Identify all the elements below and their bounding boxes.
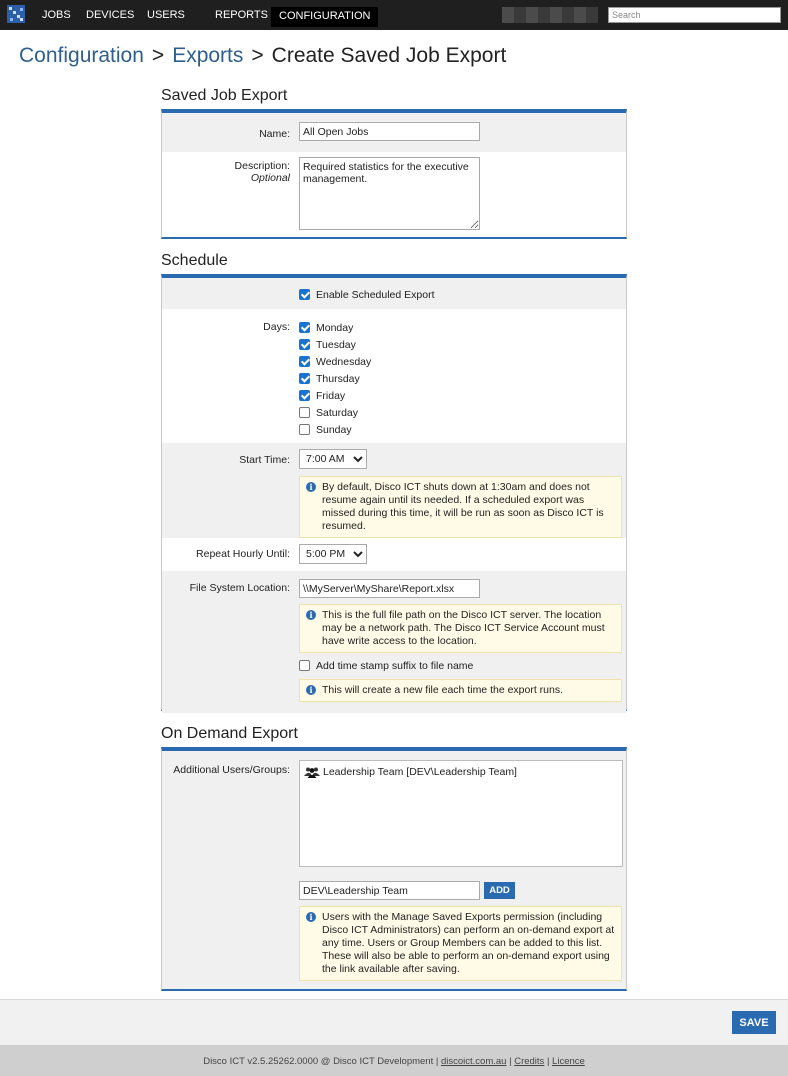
enable-scheduled-export-checkbox[interactable] bbox=[299, 286, 435, 303]
timestamp-info-box bbox=[299, 679, 622, 702]
file-location-row bbox=[162, 571, 626, 713]
page-footer bbox=[0, 1045, 788, 1076]
on-demand-info-text: Users with the Manage Saved Exports permission (including Disco ICT Administrators) can perform an on-demand export at any time. Users or Group Members can be added to this list. These will also be able to perform an on-demand export using the link available after saving. bbox=[322, 911, 615, 975]
description-textarea[interactable] bbox=[299, 157, 480, 230]
repeat-label: Repeat Hourly Until: bbox=[196, 548, 290, 560]
checkbox-box[interactable] bbox=[299, 289, 310, 300]
days-label: Days: bbox=[263, 321, 290, 333]
users-row bbox=[162, 751, 626, 989]
save-button[interactable]: SAVE bbox=[732, 1011, 776, 1034]
name-row bbox=[162, 113, 626, 152]
repeat-row bbox=[162, 538, 626, 571]
day-label: Friday bbox=[316, 389, 346, 402]
day-label: Monday bbox=[316, 321, 354, 334]
start-time-select[interactable] bbox=[299, 449, 367, 469]
user-avatar-blurred[interactable] bbox=[502, 7, 598, 23]
info-icon: i bbox=[306, 912, 316, 922]
description-label bbox=[235, 160, 290, 184]
description-label-text: Description: bbox=[234, 160, 290, 172]
start-time-row bbox=[162, 443, 626, 538]
checkbox-box[interactable] bbox=[299, 322, 310, 333]
day-thursday-checkbox[interactable] bbox=[299, 370, 371, 387]
on-demand-info-box bbox=[299, 906, 622, 981]
add-user-input[interactable] bbox=[299, 881, 480, 900]
info-icon: i bbox=[306, 482, 316, 492]
saved-job-export-panel bbox=[161, 109, 627, 239]
description-row bbox=[162, 152, 626, 237]
day-monday-checkbox[interactable] bbox=[299, 319, 371, 336]
info-icon: i bbox=[306, 610, 316, 620]
nav-users[interactable]: USERS bbox=[147, 9, 185, 21]
day-tuesday-checkbox[interactable] bbox=[299, 336, 371, 353]
list-item[interactable] bbox=[304, 766, 517, 778]
name-input[interactable] bbox=[299, 122, 480, 141]
add-user-button[interactable]: ADD bbox=[484, 882, 515, 899]
disco-logo-icon[interactable] bbox=[7, 5, 25, 23]
breadcrumb bbox=[19, 44, 506, 68]
days-row bbox=[162, 309, 626, 443]
section-title-saved-job-export: Saved Job Export bbox=[161, 87, 288, 104]
info-icon: i bbox=[306, 685, 316, 695]
checkbox-box[interactable] bbox=[299, 407, 310, 418]
start-time-info-box bbox=[299, 476, 622, 538]
nav-configuration[interactable]: CONFIGURATION bbox=[271, 7, 378, 27]
timestamp-info-text: This will create a new file each time the export runs. bbox=[322, 684, 564, 696]
day-sunday-checkbox[interactable] bbox=[299, 421, 371, 438]
footer-link-website[interactable]: discoict.com.au bbox=[440, 1056, 507, 1067]
day-wednesday-checkbox[interactable] bbox=[299, 353, 371, 370]
day-label: Saturday bbox=[316, 406, 359, 419]
checkbox-box[interactable] bbox=[299, 339, 310, 350]
nav-devices[interactable]: DEVICES bbox=[86, 9, 135, 21]
start-time-label: Start Time: bbox=[239, 454, 290, 466]
user-group-label: Leadership Team [DEV\Leadership Team] bbox=[323, 766, 517, 778]
footer-link-licence[interactable]: Licence bbox=[552, 1056, 585, 1067]
checkbox-box[interactable] bbox=[299, 424, 310, 435]
file-location-info-box bbox=[299, 604, 622, 653]
footer-separator: | bbox=[509, 1056, 512, 1067]
repeat-until-select[interactable] bbox=[299, 544, 367, 564]
timestamp-suffix-checkbox[interactable] bbox=[299, 657, 473, 674]
file-location-info-text: This is the full file path on the Disco ICT server. The location may be a network path. The Disco ICT Service Account must have write access to the location. bbox=[322, 609, 605, 647]
action-bar bbox=[0, 999, 788, 1045]
breadcrumb-separator: > bbox=[251, 44, 264, 67]
file-location-input[interactable] bbox=[299, 579, 480, 598]
checkbox-box[interactable] bbox=[299, 390, 310, 401]
day-label: Thursday bbox=[316, 372, 360, 385]
footer-separator: | bbox=[546, 1056, 550, 1067]
section-title-on-demand-export: On Demand Export bbox=[161, 725, 298, 742]
nav-jobs[interactable]: JOBS bbox=[42, 9, 71, 21]
top-nav-bar bbox=[0, 0, 788, 30]
checkbox-box[interactable] bbox=[299, 356, 310, 367]
additional-users-label: Additional Users/Groups: bbox=[173, 764, 290, 776]
enable-scheduled-export-label: Enable Scheduled Export bbox=[316, 288, 435, 301]
footer-text: Disco ICT v2.5.25262.0000 @ Disco ICT Development | bbox=[203, 1056, 439, 1067]
on-demand-panel bbox=[161, 747, 627, 991]
page-title: Create Saved Job Export bbox=[271, 44, 507, 67]
checkbox-box[interactable] bbox=[299, 373, 310, 384]
day-saturday-checkbox[interactable] bbox=[299, 404, 371, 421]
day-friday-checkbox[interactable] bbox=[299, 387, 371, 404]
nav-reports[interactable]: REPORTS bbox=[215, 9, 268, 21]
schedule-panel bbox=[161, 274, 627, 711]
day-label: Wednesday bbox=[316, 355, 372, 368]
file-location-label: File System Location: bbox=[189, 582, 290, 594]
users-listbox[interactable] bbox=[299, 760, 623, 867]
section-title-schedule: Schedule bbox=[161, 252, 228, 269]
search-input[interactable] bbox=[608, 7, 781, 23]
description-optional-label: Optional bbox=[250, 172, 290, 184]
day-label: Sunday bbox=[316, 423, 352, 436]
day-label: Tuesday bbox=[316, 338, 356, 351]
days-list bbox=[299, 319, 371, 438]
breadcrumb-exports[interactable]: Exports bbox=[172, 44, 244, 67]
timestamp-suffix-label: Add time stamp suffix to file name bbox=[316, 659, 474, 672]
checkbox-box[interactable] bbox=[299, 660, 310, 671]
breadcrumb-configuration[interactable]: Configuration bbox=[19, 44, 144, 67]
breadcrumb-separator: > bbox=[151, 44, 165, 67]
name-label: Name: bbox=[259, 128, 290, 140]
enable-row bbox=[162, 278, 626, 309]
start-time-info-text: By default, Disco ICT shuts down at 1:30am and does not resume again until its needed. If a scheduled export was missed during this time, it will be run as soon as Disco ICT is resumed. bbox=[322, 481, 604, 532]
footer-link-credits[interactable]: Credits bbox=[514, 1056, 545, 1067]
user-group-icon bbox=[304, 767, 320, 778]
